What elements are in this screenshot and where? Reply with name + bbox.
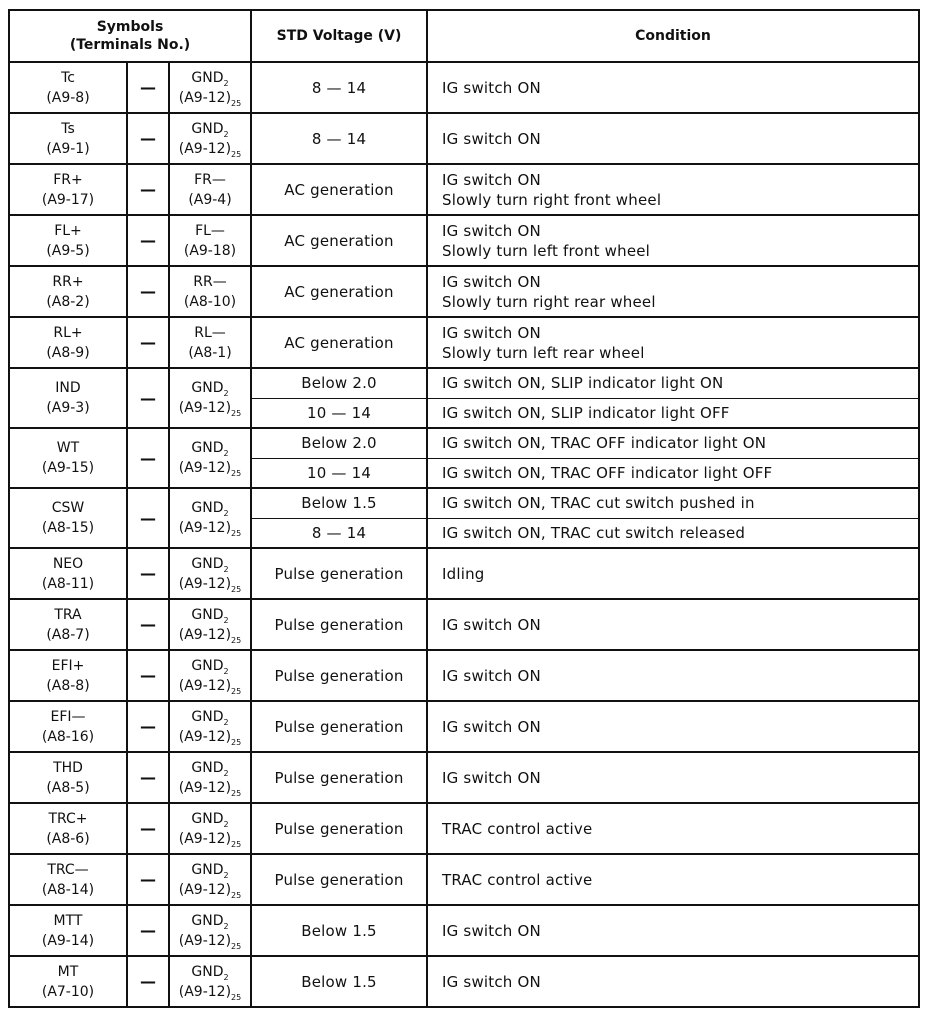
terminal-number: (A9-12): [178, 983, 232, 1000]
condition-line: IG switch ON, TRAC cut switch pushed in: [442, 494, 755, 513]
terminal-symbol: GND: [191, 708, 224, 725]
terminal-number: (A9-17): [41, 191, 95, 208]
terminal-number: (A9-12): [178, 460, 232, 476]
negative-terminal: [169, 803, 251, 854]
terminal-number: (A8-15): [41, 520, 95, 536]
positive-terminal: [9, 905, 127, 956]
condition-line: IG switch ON: [442, 129, 541, 148]
condition-line: IG switch ON: [442, 921, 541, 940]
negative-terminal: [169, 266, 251, 317]
condition: [427, 650, 919, 701]
std-voltage: AC generation: [251, 164, 427, 215]
symbols-header-line1: Symbols: [96, 19, 164, 35]
terminal-subscript: 25: [231, 635, 242, 645]
table-header-row: [9, 10, 919, 62]
std-voltage: Pulse generation: [251, 701, 427, 752]
table-row: [9, 803, 919, 854]
terminal-number: (A7-10): [41, 983, 95, 1000]
terminal-separator: —: [127, 905, 169, 956]
condition: [427, 398, 919, 428]
terminal-symbol: FR—: [194, 171, 226, 188]
terminal-symbol: GND: [191, 912, 224, 929]
gnd-subscript: 2: [223, 388, 229, 398]
terminal-symbol: GND: [191, 759, 224, 776]
positive-terminal: [9, 548, 127, 599]
terminal-symbol: RL—: [194, 324, 226, 341]
gnd-subscript: 2: [223, 819, 229, 829]
terminal-subscript: 25: [231, 408, 242, 418]
gnd-subscript: 2: [223, 129, 229, 139]
negative-terminal: [169, 215, 251, 266]
table-row: [9, 752, 919, 803]
terminal-symbol: TRC+: [48, 810, 88, 827]
terminal-symbol: THD: [53, 759, 83, 776]
condition-line: IG switch ON: [442, 323, 541, 342]
terminal-subscript: 25: [231, 528, 242, 538]
condition-line: IG switch ON: [442, 221, 541, 240]
condition: [427, 317, 919, 368]
condition-line: IG switch ON, TRAC cut switch released: [442, 523, 746, 542]
terminal-subscript: 25: [231, 788, 242, 798]
terminal-number: (A9-15): [41, 460, 95, 476]
condition: [427, 488, 919, 518]
terminal-number: (A9-12): [178, 520, 232, 536]
terminal-separator: —: [127, 317, 169, 368]
terminal-symbol: MTT: [53, 912, 83, 929]
std-voltage: AC generation: [251, 266, 427, 317]
std-voltage: Pulse generation: [251, 752, 427, 803]
negative-terminal: [169, 164, 251, 215]
table-row: [9, 854, 919, 905]
terminal-subscript: 25: [231, 941, 242, 951]
terminal-symbol: WT: [56, 440, 80, 456]
condition-line: Idling: [442, 564, 485, 583]
terminal-number: (A8-8): [46, 677, 90, 694]
terminal-number: (A8-9): [46, 344, 90, 361]
terminal-number: (A9-12): [178, 881, 232, 898]
terminal-symbol: GND: [191, 440, 224, 456]
gnd-subscript: 2: [223, 921, 229, 931]
table-row: [9, 113, 919, 164]
terminal-number: (A9-3): [46, 400, 90, 416]
terminal-separator: —: [127, 548, 169, 599]
negative-terminal: [169, 599, 251, 650]
terminal-number: (A8-1): [188, 344, 232, 361]
terminal-number: (A9-12): [178, 932, 232, 949]
terminal-number: (A9-12): [178, 626, 232, 643]
std-voltage: 8 — 14: [251, 62, 427, 113]
positive-terminal: [9, 956, 127, 1007]
condition-line: IG switch ON: [442, 972, 541, 991]
table-row: [9, 956, 919, 1007]
positive-terminal: [9, 488, 127, 548]
terminal-number: (A9-12): [178, 830, 232, 847]
negative-terminal: [169, 854, 251, 905]
condition: [427, 518, 919, 548]
condition: [427, 428, 919, 458]
terminal-symbol: GND: [191, 606, 224, 623]
symbols-header-line2: (Terminals No.): [69, 37, 191, 53]
positive-terminal: [9, 62, 127, 113]
terminal-symbol: FR+: [53, 171, 83, 188]
std-voltage: Below 2.0: [251, 368, 427, 398]
positive-terminal: [9, 266, 127, 317]
terminal-symbol: TRA: [54, 606, 82, 623]
condition-line: TRAC control active: [442, 870, 593, 889]
table-row: [9, 548, 919, 599]
terminal-number: (A9-8): [46, 89, 90, 106]
negative-terminal: [169, 905, 251, 956]
condition-line: IG switch ON: [442, 78, 541, 97]
terminal-number: (A9-4): [188, 191, 232, 208]
condition: [427, 803, 919, 854]
gnd-subscript: 2: [223, 78, 229, 88]
std-voltage: Pulse generation: [251, 548, 427, 599]
gnd-subscript: 2: [223, 768, 229, 778]
terminal-symbol: EFI+: [51, 657, 85, 674]
std-voltage: 10 — 14: [251, 458, 427, 488]
table-row: [9, 701, 919, 752]
positive-terminal: [9, 701, 127, 752]
condition: [427, 752, 919, 803]
terminal-separator: —: [127, 368, 169, 428]
terminal-separator: —: [127, 854, 169, 905]
symbols-header: [9, 10, 251, 62]
terminal-symbol: GND: [191, 380, 224, 396]
condition-line: Slowly turn right rear wheel: [442, 292, 656, 311]
terminal-symbol: GND: [191, 963, 224, 980]
condition: [427, 854, 919, 905]
gnd-subscript: 2: [223, 972, 229, 982]
positive-terminal: [9, 752, 127, 803]
condition-line: IG switch ON: [442, 666, 541, 685]
std-voltage: Pulse generation: [251, 803, 427, 854]
terminal-number: (A9-12): [178, 140, 232, 157]
condition-line: IG switch ON: [442, 170, 541, 189]
terminal-number: (A8-10): [183, 293, 237, 310]
negative-terminal: [169, 428, 251, 488]
table-body: [9, 62, 919, 1007]
terminal-separator: —: [127, 956, 169, 1007]
terminal-symbol: GND: [191, 555, 224, 572]
terminal-separator: —: [127, 701, 169, 752]
terminal-number: (A8-14): [41, 881, 95, 898]
terminal-subscript: 25: [231, 98, 242, 108]
terminal-symbol: RL+: [53, 324, 83, 341]
std-voltage: Pulse generation: [251, 854, 427, 905]
positive-terminal: [9, 428, 127, 488]
terminal-symbol: CSW: [51, 500, 85, 516]
terminal-subscript: 25: [231, 584, 242, 594]
std-voltage: Pulse generation: [251, 599, 427, 650]
negative-terminal: [169, 317, 251, 368]
gnd-subscript: 2: [223, 448, 229, 458]
condition-line: IG switch ON: [442, 272, 541, 291]
terminal-symbol: FL+: [54, 222, 82, 239]
terminal-symbol: Ts: [61, 120, 75, 137]
table-row: [9, 368, 919, 398]
terminal-number: (A8-2): [46, 293, 90, 310]
table-row: [9, 215, 919, 266]
condition-line: IG switch ON, SLIP indicator light ON: [442, 374, 724, 393]
terminal-symbol: GND: [191, 120, 224, 137]
terminal-number: (A9-1): [46, 140, 90, 157]
condition-line: TRAC control active: [442, 819, 593, 838]
terminal-subscript: 25: [231, 737, 242, 747]
std-voltage: Below 1.5: [251, 488, 427, 518]
positive-terminal: [9, 854, 127, 905]
table-row: [9, 62, 919, 113]
table-row: [9, 488, 919, 518]
terminal-subscript: 25: [231, 686, 242, 696]
terminal-separator: —: [127, 803, 169, 854]
gnd-subscript: 2: [223, 508, 229, 518]
negative-terminal: [169, 113, 251, 164]
table-row: [9, 599, 919, 650]
condition: [427, 266, 919, 317]
condition: [427, 368, 919, 398]
negative-terminal: [169, 752, 251, 803]
terminal-number: (A9-12): [178, 575, 232, 592]
terminal-symbol: RR—: [193, 273, 227, 290]
terminal-symbol: GND: [191, 657, 224, 674]
std-voltage: Below 1.5: [251, 905, 427, 956]
terminal-separator: —: [127, 752, 169, 803]
condition-line: IG switch ON: [442, 717, 541, 736]
table-row: [9, 650, 919, 701]
condition-line: IG switch ON, TRAC OFF indicator light OFF: [442, 463, 773, 482]
positive-terminal: [9, 317, 127, 368]
terminal-number: (A9-5): [46, 242, 90, 259]
std-voltage: Below 1.5: [251, 956, 427, 1007]
terminal-symbol: RR+: [52, 273, 84, 290]
terminal-separator: —: [127, 113, 169, 164]
terminal-number: (A8-7): [46, 626, 90, 643]
condition-line: Slowly turn right front wheel: [442, 190, 662, 209]
terminal-separator: —: [127, 215, 169, 266]
condition: [427, 548, 919, 599]
negative-terminal: [169, 956, 251, 1007]
negative-terminal: [169, 62, 251, 113]
positive-terminal: [9, 164, 127, 215]
condition: [427, 458, 919, 488]
voltage-header: STD Voltage (V): [251, 10, 427, 62]
terminal-symbol: EFI—: [50, 708, 86, 725]
terminal-symbol: GND: [191, 69, 224, 86]
gnd-subscript: 2: [223, 666, 229, 676]
condition-line: Slowly turn left rear wheel: [442, 343, 645, 362]
terminal-separator: —: [127, 650, 169, 701]
terminal-number: (A9-12): [178, 728, 232, 745]
table-row: [9, 905, 919, 956]
terminal-symbol: Tc: [61, 69, 75, 86]
terminal-number: (A9-14): [41, 932, 95, 949]
terminal-separator: —: [127, 266, 169, 317]
positive-terminal: [9, 650, 127, 701]
terminal-separator: —: [127, 164, 169, 215]
terminal-number: (A8-16): [41, 728, 95, 745]
condition: [427, 113, 919, 164]
condition-line: IG switch ON: [442, 615, 541, 634]
terminal-subscript: 25: [231, 149, 242, 159]
terminal-number: (A8-6): [46, 830, 90, 847]
terminal-voltage-table: [8, 9, 920, 1008]
positive-terminal: [9, 599, 127, 650]
gnd-subscript: 2: [223, 717, 229, 727]
table-row: [9, 428, 919, 458]
terminal-separator: —: [127, 62, 169, 113]
gnd-subscript: 2: [223, 564, 229, 574]
std-voltage: 10 — 14: [251, 398, 427, 428]
terminal-separator: —: [127, 488, 169, 548]
terminal-symbol: GND: [191, 861, 224, 878]
terminal-symbol: TRC—: [47, 861, 89, 878]
condition: [427, 599, 919, 650]
negative-terminal: [169, 650, 251, 701]
condition-line: IG switch ON, TRAC OFF indicator light ON: [442, 434, 767, 453]
positive-terminal: [9, 113, 127, 164]
terminal-number: (A9-12): [178, 779, 232, 796]
negative-terminal: [169, 368, 251, 428]
terminal-symbol: FL—: [195, 222, 225, 239]
std-voltage: Below 2.0: [251, 428, 427, 458]
terminal-number: (A9-12): [178, 89, 232, 106]
std-voltage: AC generation: [251, 317, 427, 368]
terminal-number: (A9-12): [178, 400, 232, 416]
std-voltage: 8 — 14: [251, 518, 427, 548]
terminal-number: (A9-18): [183, 242, 237, 259]
condition: [427, 905, 919, 956]
terminal-symbol: IND: [55, 380, 81, 396]
terminal-number: (A8-11): [41, 575, 95, 592]
terminal-subscript: 25: [231, 890, 242, 900]
condition-line: Slowly turn left front wheel: [442, 241, 651, 260]
negative-terminal: [169, 701, 251, 752]
condition: [427, 62, 919, 113]
terminal-separator: —: [127, 599, 169, 650]
terminal-symbol: NEO: [52, 555, 84, 572]
condition: [427, 164, 919, 215]
terminal-number: (A9-12): [178, 677, 232, 694]
std-voltage: 8 — 14: [251, 113, 427, 164]
std-voltage: Pulse generation: [251, 650, 427, 701]
terminal-symbol: GND: [191, 500, 224, 516]
positive-terminal: [9, 803, 127, 854]
condition: [427, 956, 919, 1007]
condition: [427, 701, 919, 752]
gnd-subscript: 2: [223, 615, 229, 625]
terminal-subscript: 25: [231, 839, 242, 849]
terminal-number: (A8-5): [46, 779, 90, 796]
negative-terminal: [169, 548, 251, 599]
terminal-symbol: GND: [191, 810, 224, 827]
positive-terminal: [9, 368, 127, 428]
condition-line: IG switch ON: [442, 768, 541, 787]
gnd-subscript: 2: [223, 870, 229, 880]
std-voltage: AC generation: [251, 215, 427, 266]
terminal-subscript: 25: [231, 992, 242, 1002]
negative-terminal: [169, 488, 251, 548]
condition-line: IG switch ON, SLIP indicator light OFF: [442, 403, 730, 422]
table-row: [9, 164, 919, 215]
condition: [427, 215, 919, 266]
table-row: [9, 317, 919, 368]
terminal-symbol: MT: [57, 963, 79, 980]
table-row: [9, 266, 919, 317]
terminal-separator: —: [127, 428, 169, 488]
terminal-subscript: 25: [231, 468, 242, 478]
positive-terminal: [9, 215, 127, 266]
condition-header: Condition: [427, 10, 919, 62]
